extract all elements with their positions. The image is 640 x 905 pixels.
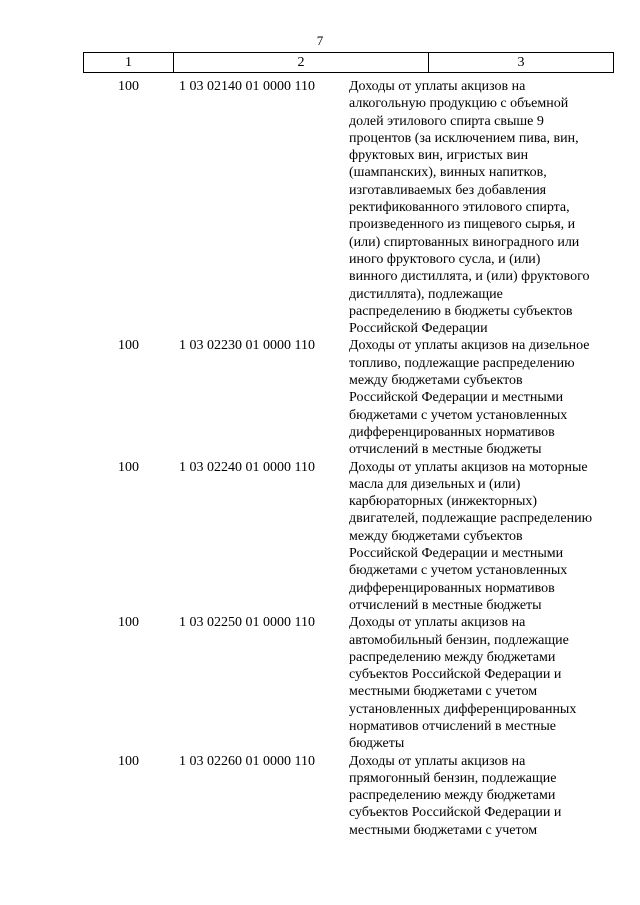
- description-line: процентов (за исключением пива, вин,: [349, 130, 579, 146]
- description-line: автомобильный бензин, подлежащие: [349, 632, 569, 648]
- description-line: (шампанских), винных напитков,: [349, 165, 547, 181]
- description-cell: [347, 614, 609, 752]
- page-number: 7: [316, 33, 324, 48]
- description-cell: [347, 337, 609, 458]
- table-row: [0, 614, 640, 752]
- description-line: алкогольную продукцию с объемной: [349, 96, 569, 112]
- description-line: бюджеты: [349, 736, 405, 752]
- description-line: Доходы от уплаты акцизов на дизельное: [349, 338, 590, 354]
- description-line: ректификованного этилового спирта,: [349, 200, 570, 216]
- description-line: масла для дизельных и (или): [349, 476, 521, 492]
- description-line: отчислений в местные бюджеты: [349, 597, 542, 613]
- description-line: субъектов Российской Федерации и: [349, 805, 562, 821]
- description-line: Российской Федерации: [349, 321, 488, 337]
- description-line: местными бюджетами с учетом: [349, 684, 538, 700]
- description-line: прямогонный бензин, подлежащие: [349, 770, 557, 786]
- kbk-code-cell: 1 03 02240 01 0000 110: [179, 459, 315, 475]
- kbk-code-cell: 1 03 02250 01 0000 110: [179, 615, 315, 631]
- description-line: (или) спиртованных виноградного или: [349, 234, 580, 250]
- description-line: установленных дифференцированных: [349, 701, 577, 717]
- table-row: [0, 337, 640, 458]
- description-line: Российской Федерации и местными: [349, 546, 564, 562]
- description-line: бюджетами с учетом установленных: [349, 407, 568, 423]
- header-col-1: 1: [125, 54, 132, 70]
- description-line: бюджетами с учетом установленных: [349, 563, 568, 579]
- description-cell: [347, 78, 609, 337]
- description-line: местными бюджетами с учетом: [349, 822, 538, 838]
- admin-code-cell: 100: [118, 753, 139, 769]
- description-line: винного дистиллята, и (или) фруктового: [349, 269, 590, 285]
- kbk-code-cell: 1 03 02140 01 0000 110: [179, 79, 315, 94]
- description-cell: [347, 459, 609, 615]
- header-col-3: 3: [428, 53, 613, 72]
- table-row: [0, 753, 640, 839]
- description-line: Доходы от уплаты акцизов на: [349, 615, 526, 631]
- description-line: нормативов отчислений в местные: [349, 718, 556, 734]
- description-line: иного фруктового сусла, и (или): [349, 251, 541, 267]
- description-line: Доходы от уплаты акцизов на: [349, 753, 526, 769]
- kbk-code-cell: 1 03 02260 01 0000 110: [179, 753, 315, 769]
- description-line: дифференцированных нормативов: [349, 580, 555, 596]
- description-line: распределению между бюджетами: [349, 649, 556, 665]
- admin-code-cell: 100: [118, 79, 139, 94]
- table-body: [0, 78, 640, 839]
- table-row: [0, 459, 640, 615]
- description-line: Доходы от уплаты акцизов на моторные: [349, 459, 588, 475]
- description-line: между бюджетами субъектов: [349, 528, 523, 544]
- description-cell: [347, 753, 609, 839]
- admin-code-cell: 100: [118, 615, 139, 631]
- description-line: Доходы от уплаты акцизов на: [349, 79, 526, 94]
- description-line: изготавливаемых без добавления: [349, 182, 547, 198]
- description-line: топливо, подлежащие распределению: [349, 355, 575, 371]
- description-line: Российской Федерации и местными: [349, 390, 564, 406]
- description-line: фруктовых вин, игристых вин: [349, 148, 529, 164]
- description-line: отчислений в местные бюджеты: [349, 442, 542, 458]
- kbk-code-cell: 1 03 02230 01 0000 110: [179, 338, 315, 354]
- description-line: двигателей, подлежащие распределению: [349, 511, 593, 527]
- description-line: субъектов Российской Федерации и: [349, 667, 562, 683]
- table-row: [0, 78, 640, 337]
- description-line: произведенного из пищевого сырья, и: [349, 217, 576, 233]
- description-line: карбюраторных (инжекторных): [349, 494, 538, 510]
- description-line: долей этилового спирта свыше 9: [349, 113, 544, 129]
- description-line: между бюджетами субъектов: [349, 373, 523, 389]
- description-line: распределению между бюджетами: [349, 788, 556, 804]
- description-line: распределению в бюджеты субъектов: [349, 303, 573, 319]
- description-line: дифференцированных нормативов: [349, 424, 555, 440]
- table-header: [83, 52, 614, 73]
- description-line: дистиллята), подлежащие: [349, 286, 503, 302]
- header-col-2: 2: [173, 53, 428, 72]
- admin-code-cell: 100: [118, 459, 139, 475]
- admin-code-cell: 100: [118, 338, 139, 354]
